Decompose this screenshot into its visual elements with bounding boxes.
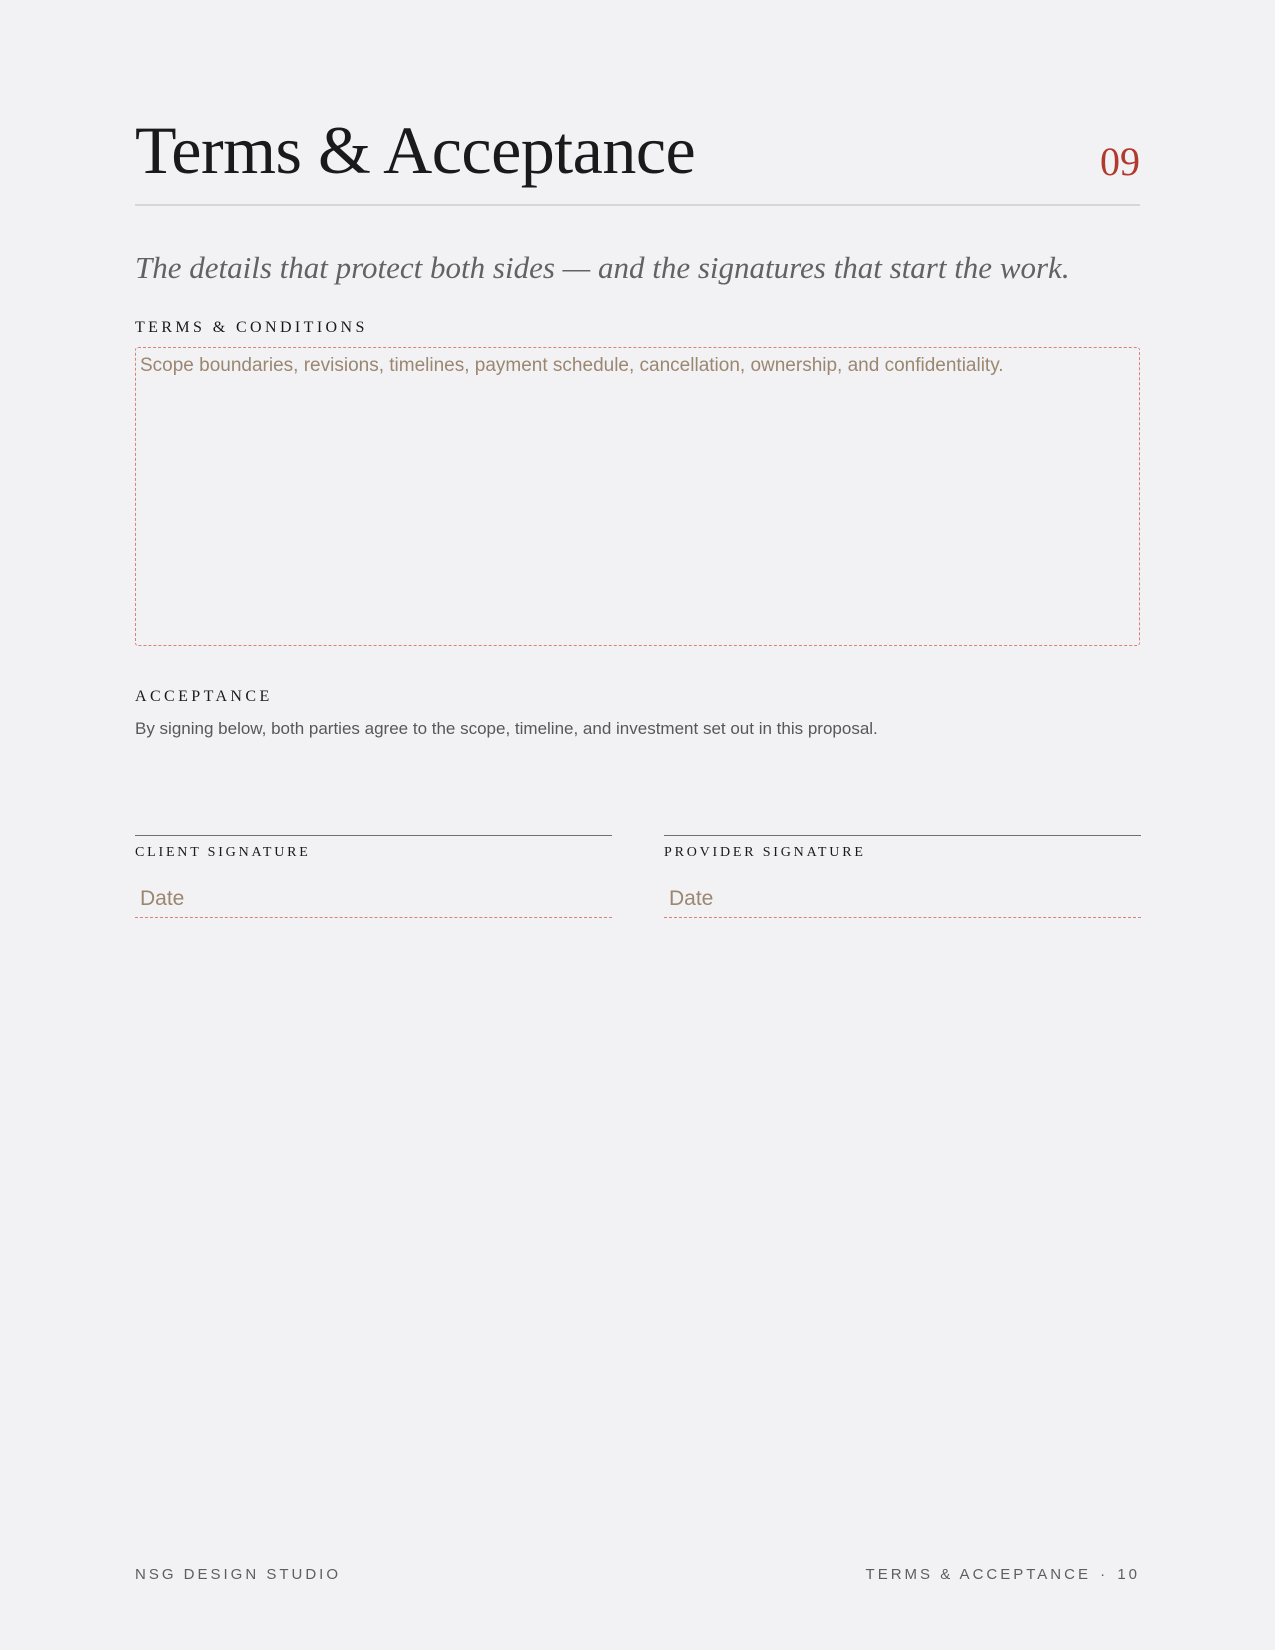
provider-signature-line[interactable] [664, 835, 1141, 836]
terms-text-field[interactable] [135, 347, 1140, 646]
footer-page-info [866, 1565, 1140, 1585]
provider-signature-label: PROVIDER SIGNATURE [664, 845, 866, 860]
client-signature-label: CLIENT SIGNATURE [135, 845, 311, 860]
footer-studio-name: NSG DESIGN STUDIO [135, 1566, 342, 1583]
page-tagline: The details that protect both sides — and the signatures that start the work. [135, 250, 1070, 285]
proposal-page [135, 0, 1140, 1650]
section-number: 09 [1100, 139, 1140, 184]
page-title: Terms & Acceptance [135, 112, 696, 188]
page-footer [135, 1565, 1140, 1585]
acceptance-heading: ACCEPTANCE [135, 688, 273, 705]
client-date-field[interactable] [135, 886, 612, 918]
provider-signature-block [664, 835, 1141, 918]
terms-heading: TERMS & CONDITIONS [135, 319, 368, 336]
provider-date-placeholder: Date [669, 887, 714, 910]
footer-page-number: 10 [1117, 1566, 1140, 1583]
acceptance-text: By signing below, both parties agree to the scope, timeline, and investment set out in this proposal. [135, 719, 878, 738]
client-date-placeholder: Date [140, 887, 185, 910]
footer-separator: · [1100, 1566, 1109, 1583]
provider-date-field[interactable] [664, 886, 1141, 918]
client-signature-line[interactable] [135, 835, 612, 836]
terms-placeholder: Scope boundaries, revisions, timelines, payment schedule, cancellation, ownership, and confidentiality. [140, 355, 1004, 376]
client-signature-block [135, 835, 612, 918]
page-header [135, 110, 1140, 206]
footer-section-name: TERMS & ACCEPTANCE [865, 1566, 1091, 1583]
